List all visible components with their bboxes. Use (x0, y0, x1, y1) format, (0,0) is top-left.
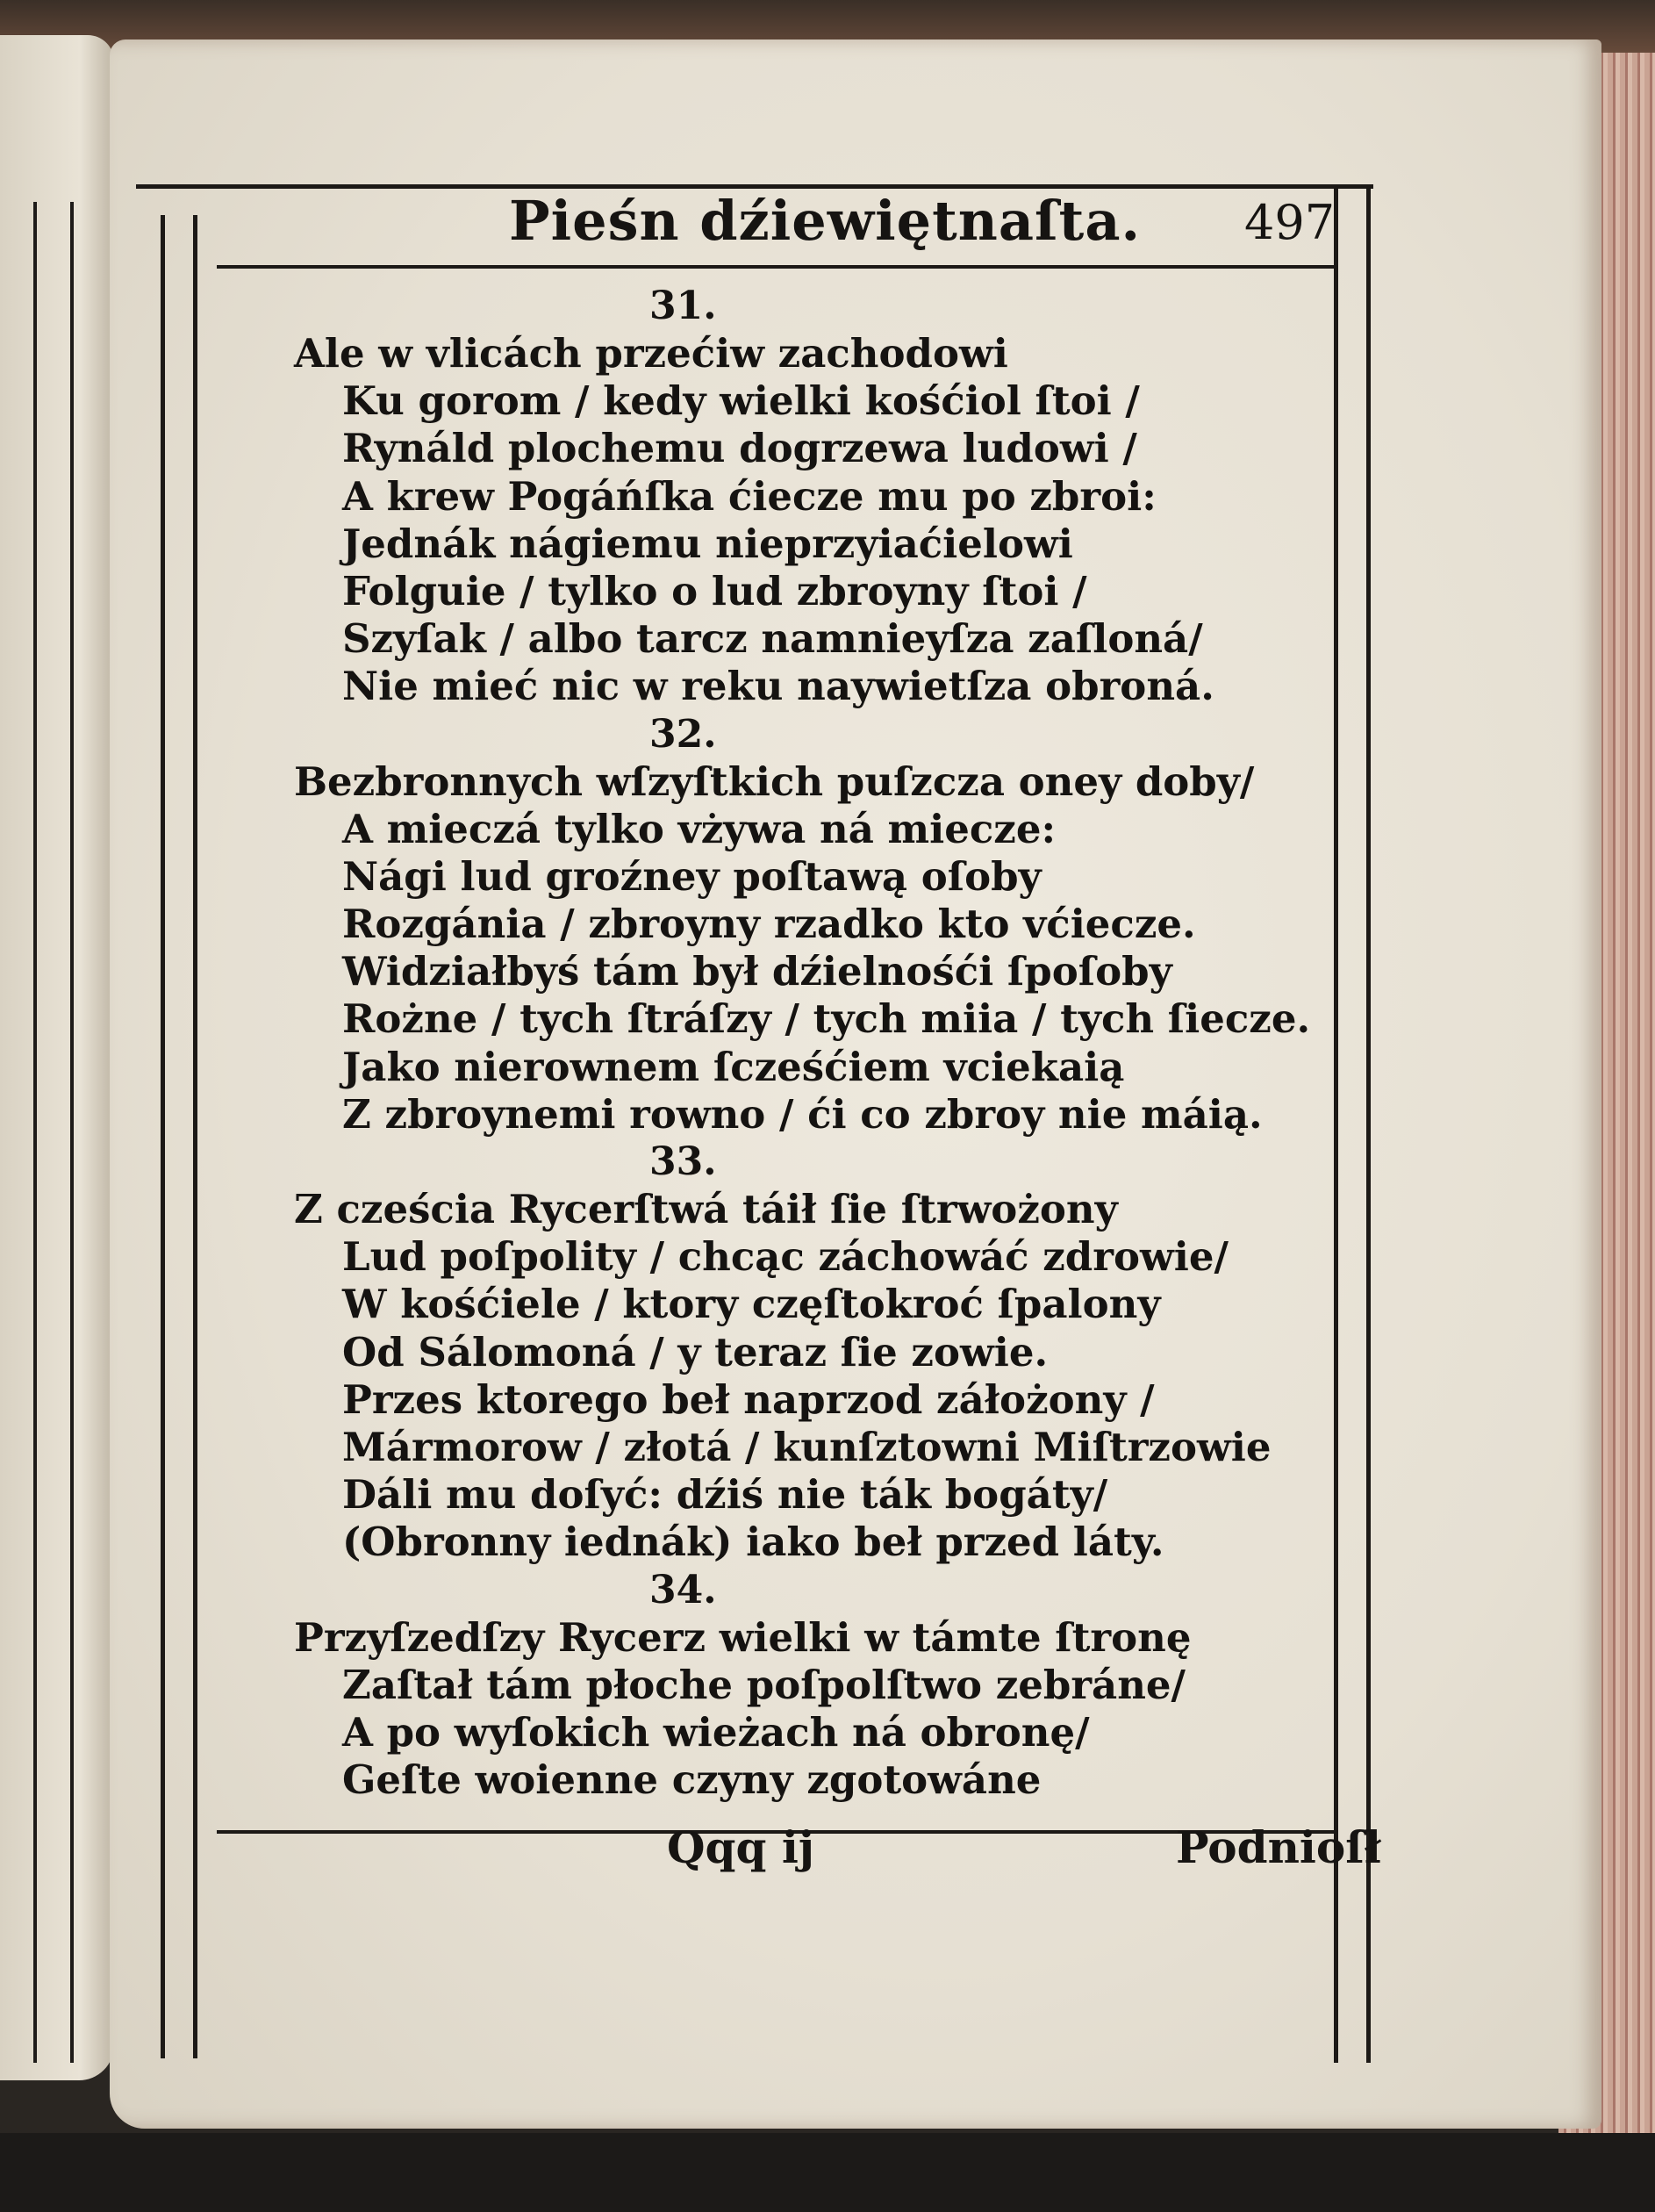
facing-page-rule (70, 202, 74, 2063)
stanza-number: 33. (649, 1139, 717, 1184)
verse-line: Rożne / tych ſtráſzy / tych miia / tych ſiecze. (342, 995, 1311, 1043)
verse-line: Folguie / tylko o lud zbroyny ſtoi / (342, 567, 1087, 614)
verse-line: A krew Pogáńſka ćiecze mu po zbroi: (342, 472, 1157, 520)
facing-page-left (0, 35, 114, 2080)
facing-page-rule (33, 202, 37, 2063)
verse-line: Od Sálomoná / y teraz ſie zowie. (342, 1328, 1049, 1375)
verse-line: Jako nierownem ſcześćiem vciekaią (342, 1043, 1125, 1090)
verse-line: Nie mieć nic w reku naywietſza obroná. (342, 663, 1214, 710)
verse-line: W kośćiele / ktory częſtokroć ſpalony (342, 1281, 1161, 1328)
top-rule-inner (217, 265, 1336, 269)
verse-line: Szyſak / albo tarcz namnieyſza zaſloná/ (342, 615, 1203, 663)
verse-line: Dáli mu doſyć: dźiś nie ták bogáty/ (342, 1471, 1108, 1519)
verse-line: Mármorow / złotá / kunſztowni Miſtrzowie (342, 1423, 1272, 1470)
right-frame-rule-outer (1366, 184, 1371, 2063)
page-title: Pieśn dźiewiętnaſta. (509, 189, 1142, 253)
verse-line: Zaſtał tám płoche poſpolſtwo zebráne/ (342, 1661, 1186, 1708)
stanza-number: 34. (649, 1567, 717, 1612)
signature-mark: Qqq ij (667, 1821, 814, 1873)
catchword: Podnioſł (1176, 1821, 1382, 1873)
verse-line: Ku gorom / kedy wielki kośćiol ſtoi / (342, 377, 1140, 425)
verse-line: Ale w vlicách przećiw zachodowi (294, 330, 1008, 377)
verse-line: Z cześcia Rycerſtwá táił ſie ſtrwożony (294, 1186, 1118, 1232)
verse-line: Przyſzedſzy Rycerz wielki w támte ſtronę (294, 1613, 1192, 1661)
background-bottom (0, 2133, 1655, 2212)
stanza-number: 31. (649, 284, 717, 328)
verse-line: A mieczá tylko vżywa ná miecze: (342, 805, 1057, 852)
verse-line: Z zbroynemi rowno / ći co zbroy nie máią. (342, 1090, 1263, 1138)
verse-line: Lud poſpolity / chcąc záchowáć zdrowie/ (342, 1233, 1229, 1281)
verse-line: (Obronny iednák) iako beł przed láty. (342, 1519, 1164, 1566)
poem-text (294, 283, 1347, 1804)
left-frame-rule-inner (193, 215, 197, 2058)
verse-line: Nági lud groźney poſtawą oſoby (342, 852, 1042, 900)
left-frame-rule-outer (161, 215, 165, 2058)
verse-line: Bezbronnych wſzyſtkich puſzcza oney doby/ (294, 758, 1255, 805)
verse-line: Rozgánia / zbroyny rzadko kto vćiecze. (342, 901, 1196, 948)
stanza-number: 32. (649, 711, 717, 757)
verse-line: Przes ktorego beł naprzod záłożony / (342, 1375, 1155, 1423)
verse-line: A po wyſokich wieżach ná obronę/ (342, 1708, 1090, 1756)
page-number: 497 (1244, 195, 1336, 250)
verse-line: Rynáld plochemu dogrzewa ludowi / (342, 425, 1137, 472)
verse-line: Widziałbyś tám był dźielnośći ſpoſoby (342, 948, 1172, 995)
verse-line: Geſte woienne czyny zgotowáne (342, 1756, 1042, 1804)
verse-line: Jednák nágiemu nieprzyiaćielowi (342, 520, 1073, 567)
